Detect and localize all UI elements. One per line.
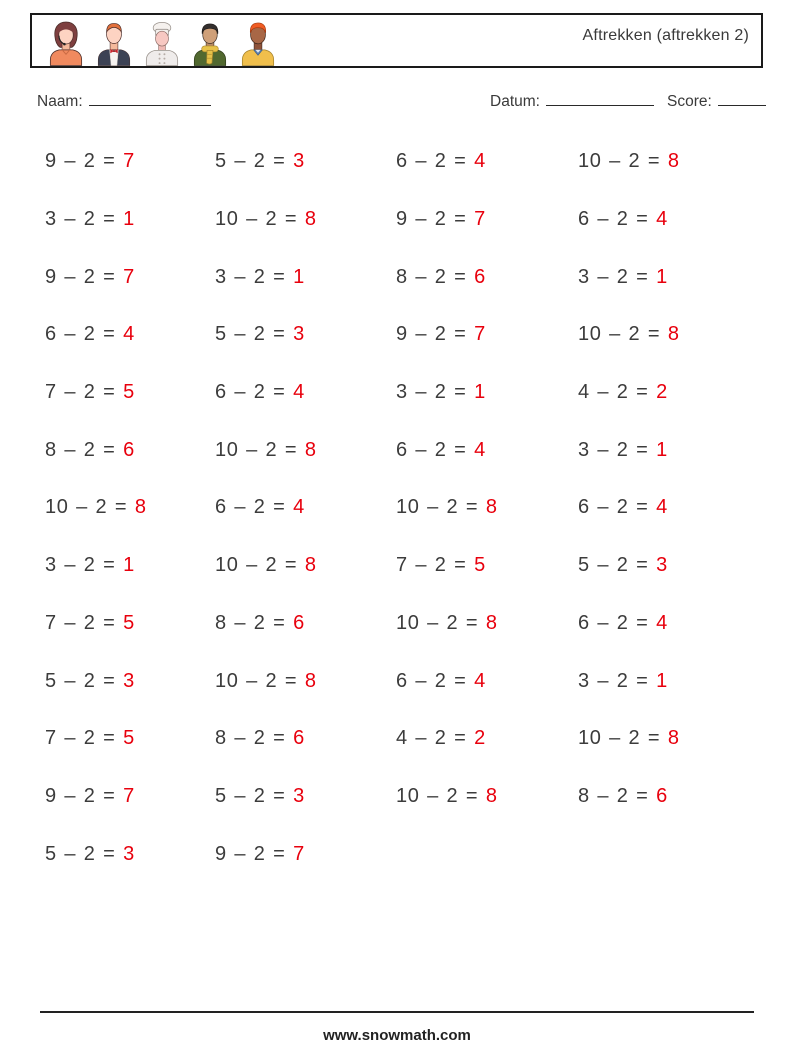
problem-answer: 1 [656,265,668,288]
problem-expression: 9 – 2 = [45,150,124,173]
problem-answer: 6 [474,265,486,288]
problem-cell [215,381,396,404]
problem-cell [215,554,396,577]
avatar-row [46,21,278,66]
problem-expression: 6 – 2 = [396,669,475,692]
problem-expression: 10 – 2 = [578,150,668,173]
problem-expression: 10 – 2 = [215,208,305,231]
problem-answer: 8 [134,496,147,519]
problem-expression: 9 – 2 = [396,208,475,231]
problem-expression: 6 – 2 = [578,611,657,634]
problem-answer: 1 [474,381,486,404]
problem-expression: 5 – 2 = [578,554,657,577]
problem-expression: 8 – 2 = [215,727,294,750]
score-blank-line[interactable] [718,92,766,106]
problem-answer: 4 [293,496,305,519]
problem-cell [215,843,396,866]
problem-answer: 4 [474,669,486,692]
problem-answer: 7 [123,265,135,288]
problem-cell [396,266,578,289]
problem-expression: 5 – 2 = [215,150,294,173]
problem-answer: 8 [667,727,680,750]
problem-cell [215,727,396,750]
problem-expression: 10 – 2 = [215,438,305,461]
chef-avatar-icon [142,21,182,66]
problem-expression: 6 – 2 = [396,150,475,173]
problem-cell [45,150,215,173]
problem-answer: 4 [656,208,668,231]
problem-expression: 3 – 2 = [578,669,657,692]
scarf-person-avatar-icon [190,21,230,66]
problem-expression: 8 – 2 = [578,784,657,807]
problem-cell [45,381,215,404]
problem-expression: 3 – 2 = [45,554,124,577]
problem-expression: 6 – 2 = [396,438,475,461]
problem-answer: 2 [474,727,486,750]
problem-expression: 6 – 2 = [215,381,294,404]
problem-expression: 5 – 2 = [45,669,124,692]
problem-answer: 7 [474,208,486,231]
problem-answer: 4 [123,323,135,346]
problem-cell [45,496,215,519]
problem-expression: 8 – 2 = [215,611,294,634]
problem-expression: 10 – 2 = [215,669,305,692]
problem-expression: 3 – 2 = [396,381,475,404]
footer-divider [40,1011,754,1013]
problem-answer: 8 [304,208,317,231]
problem-expression: 10 – 2 = [45,496,135,519]
problem-expression: 3 – 2 = [215,265,294,288]
problem-expression: 9 – 2 = [215,842,294,865]
problem-cell [578,612,680,635]
waiter-man-avatar-icon [94,21,134,66]
problem-cell [396,323,578,346]
problem-answer: 1 [123,554,135,577]
footer-site-text: www.snowmath.com [323,1027,471,1044]
problem-answer: 7 [293,842,305,865]
problem-expression: 4 – 2 = [578,381,657,404]
score-label: Score: [667,93,712,110]
problem-answer: 6 [656,784,668,807]
problem-expression: 7 – 2 = [45,611,124,634]
problem-cell [396,150,578,173]
problem-answer: 3 [656,554,668,577]
problem-cell [45,323,215,346]
problem-answer: 5 [123,611,135,634]
problem-answer: 5 [123,381,135,404]
date-field [490,92,654,111]
problem-answer: 7 [123,150,135,173]
problem-answer: 3 [293,784,305,807]
problem-answer: 3 [123,842,135,865]
problem-cell [215,323,396,346]
problem-cell [396,727,578,750]
problem-cell [578,670,680,693]
problem-answer: 6 [123,438,135,461]
problem-answer: 7 [123,784,135,807]
problem-expression: 7 – 2 = [45,381,124,404]
problem-cell [578,554,680,577]
problem-expression: 3 – 2 = [578,438,657,461]
problem-answer: 4 [656,496,668,519]
problem-expression: 6 – 2 = [45,323,124,346]
problem-answer: 1 [656,669,668,692]
problem-expression: 10 – 2 = [215,554,305,577]
problem-expression: 8 – 2 = [396,265,475,288]
problem-cell [578,381,680,404]
problem-answer: 5 [474,554,486,577]
problem-expression: 9 – 2 = [45,265,124,288]
problem-expression: 9 – 2 = [396,323,475,346]
problem-cell [578,266,680,289]
problem-cell [45,670,215,693]
problem-cell [396,670,578,693]
problem-answer: 8 [485,784,498,807]
problem-cell [45,266,215,289]
problem-cell [215,670,396,693]
problem-cell [396,208,578,231]
problem-expression: 10 – 2 = [578,727,668,750]
problem-expression: 6 – 2 = [578,496,657,519]
problem-answer: 1 [123,208,135,231]
problem-cell [215,150,396,173]
worksheet-title: Aftrekken (aftrekken 2) [582,27,749,44]
problem-expression: 10 – 2 = [396,496,486,519]
problem-cell [396,381,578,404]
problem-cell [215,785,396,808]
problem-answer: 8 [304,554,317,577]
problem-expression: 10 – 2 = [396,611,486,634]
problem-cell [45,785,215,808]
name-blank-line[interactable] [89,92,211,106]
problem-expression: 6 – 2 = [215,496,294,519]
problem-answer: 6 [293,611,305,634]
date-label: Datum: [490,93,540,110]
problem-cell [578,727,680,750]
problem-cell [215,208,396,231]
problem-expression: 7 – 2 = [45,727,124,750]
problem-cell [396,496,578,519]
problem-answer: 6 [293,727,305,750]
problem-answer: 8 [667,323,680,346]
problem-answer: 4 [474,150,486,173]
problem-expression: 5 – 2 = [215,784,294,807]
problem-cell [45,727,215,750]
problem-cell [215,612,396,635]
support-agent-woman-avatar-icon [46,21,86,66]
problem-expression: 4 – 2 = [396,727,475,750]
problem-cell [45,439,215,462]
problem-answer: 3 [123,669,135,692]
problem-cell [45,843,215,866]
problem-answer: 8 [667,150,680,173]
problem-cell [578,785,680,808]
problem-expression: 9 – 2 = [45,784,124,807]
problem-answer: 8 [485,611,498,634]
problem-cell [215,496,396,519]
problem-expression: 5 – 2 = [45,842,124,865]
yellow-sweater-man-avatar-icon [238,21,278,66]
header-box [30,13,763,68]
name-label: Naam: [37,93,83,110]
problem-expression: 6 – 2 = [578,208,657,231]
problem-cell [215,439,396,462]
problem-answer: 4 [293,381,305,404]
problem-cell [578,150,680,173]
problem-answer: 5 [123,727,135,750]
problem-cell [396,554,578,577]
problem-answer: 3 [293,323,305,346]
problem-cell [396,439,578,462]
problem-answer: 4 [474,438,486,461]
problem-answer: 8 [485,496,498,519]
problem-cell [578,496,680,519]
problem-cell [45,208,215,231]
problem-cell [578,439,680,462]
problem-cell [45,612,215,635]
problem-expression: 10 – 2 = [578,323,668,346]
name-field [37,92,211,111]
problem-cell [578,208,680,231]
problem-expression: 10 – 2 = [396,784,486,807]
problem-cell [396,785,578,808]
problem-expression: 7 – 2 = [396,554,475,577]
problem-expression: 8 – 2 = [45,438,124,461]
problem-expression: 5 – 2 = [215,323,294,346]
score-field [667,92,766,111]
problem-cell [578,323,680,346]
problem-cell [396,612,578,635]
problem-answer: 8 [304,438,317,461]
problem-answer: 4 [656,611,668,634]
problems-grid [45,133,680,883]
problem-cell [215,266,396,289]
problem-answer: 1 [656,438,668,461]
problem-cell [45,554,215,577]
problem-expression: 3 – 2 = [45,208,124,231]
problem-answer: 1 [293,265,305,288]
problem-expression: 3 – 2 = [578,265,657,288]
date-blank-line[interactable] [546,92,654,106]
problem-answer: 8 [304,669,317,692]
problem-answer: 7 [474,323,486,346]
problem-answer: 3 [293,150,305,173]
problem-answer: 2 [656,381,668,404]
